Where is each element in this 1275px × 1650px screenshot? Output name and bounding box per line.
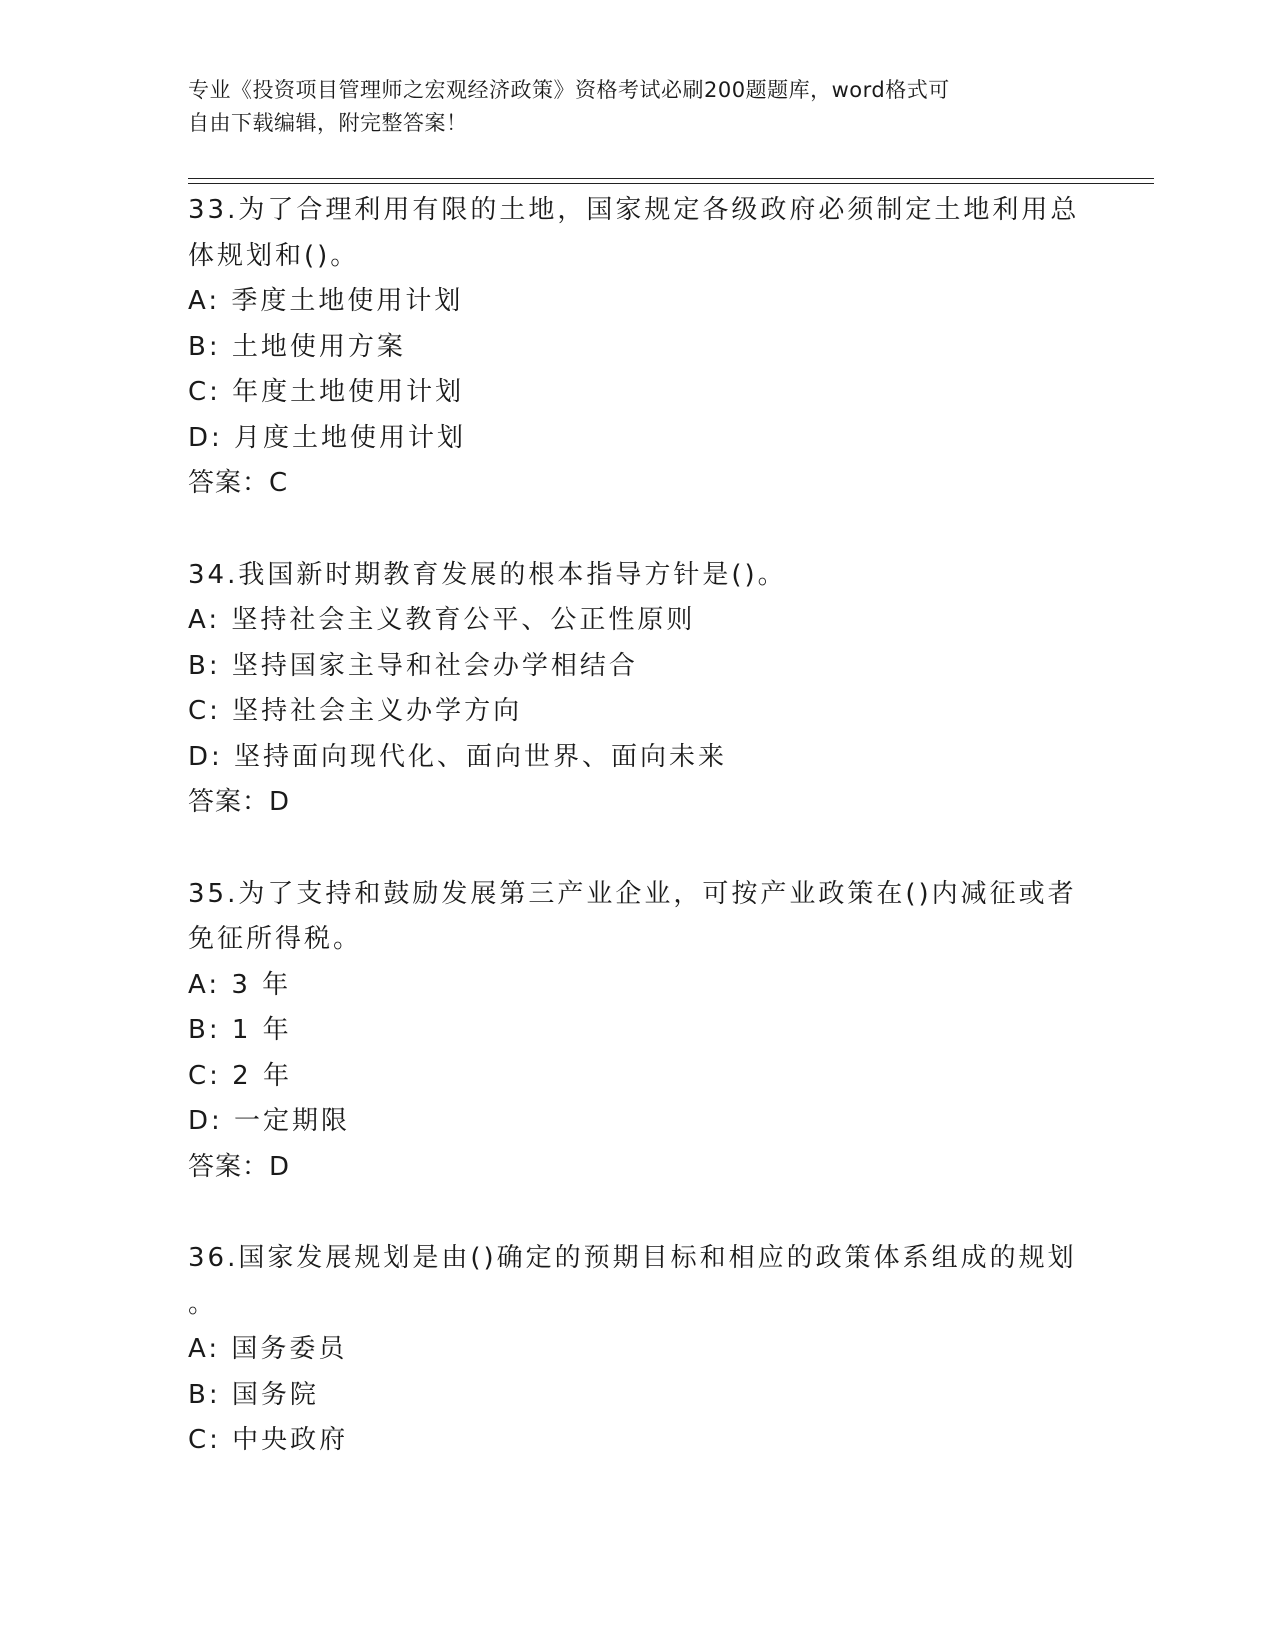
option-a: A: 季度土地使用计划	[188, 286, 464, 316]
question-stem-continued: 免征所得税。	[188, 924, 363, 954]
option-c: C: 2 年	[188, 1060, 292, 1091]
option-a: A: 坚持社会主义教育公平、公正性原则	[188, 605, 696, 635]
question-stem: 35.为了支持和鼓励发展第三产业企业，可按产业政策在()内减征或者	[188, 878, 1077, 909]
option-b: B: 国务院	[188, 1379, 319, 1410]
question-list	[188, 188, 1108, 1510]
option-c: C: 坚持社会主义办学方向	[188, 696, 523, 726]
option-d: D: 一定期限	[188, 1106, 351, 1136]
option-b: B: 土地使用方案	[188, 331, 406, 362]
question-stem: 33.为了合理利用有限的土地，国家规定各级政府必须制定土地利用总	[188, 195, 1080, 225]
question-stem-continued: 。	[188, 1288, 218, 1319]
document-header	[188, 74, 1068, 140]
option-b: B: 坚持国家主导和社会办学相结合	[188, 650, 638, 681]
header-divider-top	[188, 178, 1154, 179]
option-a: A: 3 年	[188, 969, 292, 1000]
option-c: C: 年度土地使用计划	[188, 377, 465, 407]
question-35	[188, 872, 1108, 1191]
answer-line: 答案：D	[188, 1151, 291, 1182]
header-line-1: 专业《投资项目管理师之宏观经济政策》资格考试必刷200题题库，word格式可	[188, 78, 950, 102]
option-d: D: 月度土地使用计划	[188, 422, 467, 453]
answer-line: 答案：D	[188, 787, 291, 817]
header-divider-bottom	[188, 183, 1154, 184]
header-line-2: 自由下载编辑，附完整答案！	[188, 111, 468, 135]
question-stem: 34.我国新时期教育发展的根本指导方针是()。	[188, 559, 787, 590]
question-stem: 36.国家发展规划是由()确定的预期目标和相应的政策体系组成的规划	[188, 1243, 1077, 1273]
question-33	[188, 188, 1108, 507]
option-b: B: 1 年	[188, 1015, 292, 1045]
answer-line: 答案：C	[188, 468, 289, 498]
option-a: A: 国务委员	[188, 1334, 348, 1364]
option-c: C: 中央政府	[188, 1425, 349, 1455]
option-d: D: 坚持面向现代化、面向世界、面向未来	[188, 741, 728, 772]
question-34	[188, 553, 1108, 826]
question-stem-continued: 体规划和()。	[188, 240, 360, 271]
question-36	[188, 1236, 1108, 1464]
